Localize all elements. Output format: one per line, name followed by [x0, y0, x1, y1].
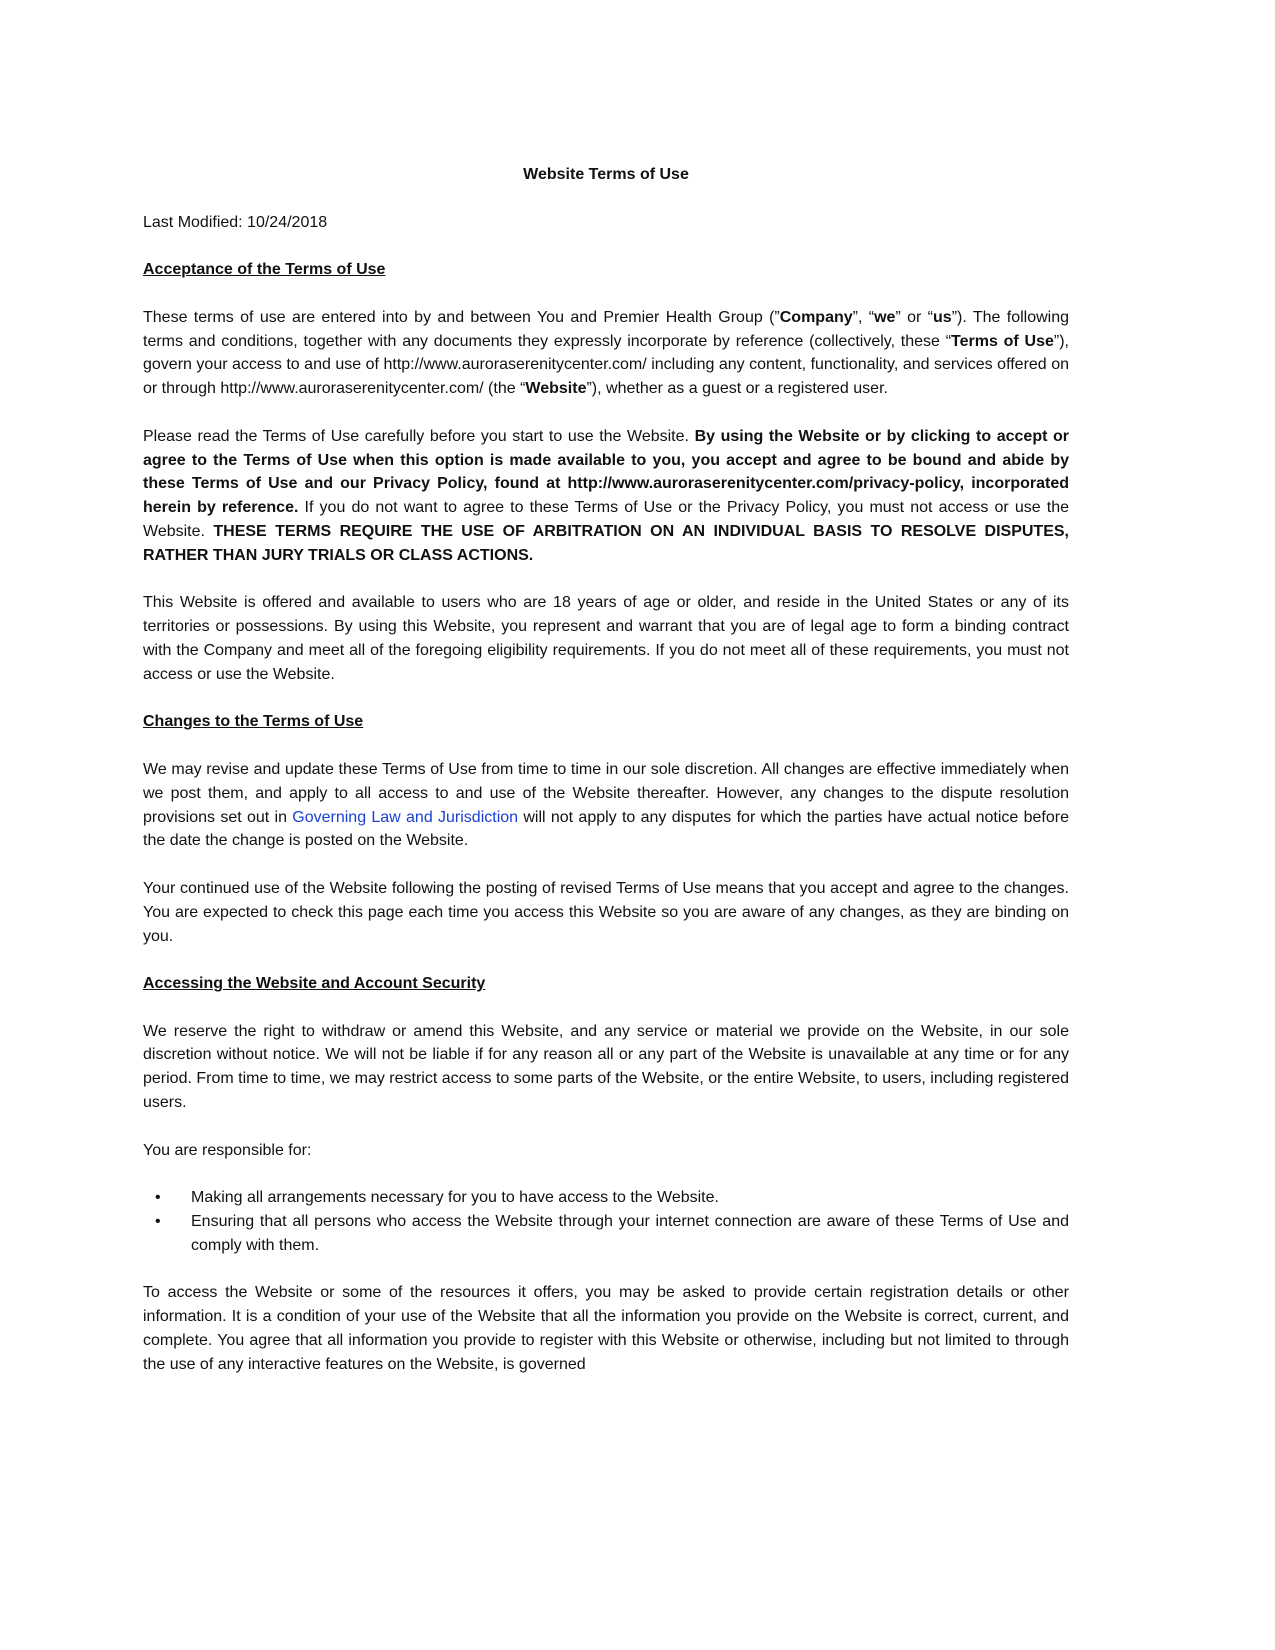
text: We may revise and update these Terms of Use from time to time in our sole discretion. All changes are effective immediately when we post them, and apply to all access to and use of the Website thereafter. However, any changes to the dispute resolution provisions set out in	[143, 760, 1069, 826]
heading-accessing: Accessing the Website and Account Security	[143, 975, 486, 993]
paragraph: This Website is offered and available to users who are 18 years of age or older, and reside in the United States or any of its territories or possessions. By using this Website, you represent and warrant that you are of legal age to form a binding contract with the Company and meet all of the foregoing eligibility requirements. If you do not meet all of these requirements, you must not access or use the Website.	[143, 594, 1069, 683]
bold-text: By using the Website or by clicking to accept or agree to the Terms of Use when this option is made available to you, you accept and agree to be bound and abide by these Terms of Use and our Privacy Policy, found at http://www.auroraserenitycenter.com/privacy-policy, incorporated herein by reference.	[143, 427, 1069, 517]
text: ”), whether as a guest or a registered user.	[586, 380, 888, 398]
governing-law-link[interactable]: Governing Law and Jurisdiction	[292, 808, 519, 826]
list-item: • Ensuring that all persons who access the Website through your internet connection are aware of these Terms of Use and comply with them.	[143, 1210, 1069, 1258]
bullet-list	[143, 1186, 1069, 1257]
heading-changes: Changes to the Terms of Use	[143, 713, 364, 731]
paragraph: We reserve the right to withdraw or amend this Website, and any service or material we provide on the Website, in our sole discretion without notice. We will not be liable if for any reason all or any part of the Website is unavailable at any time or for any period. From time to time, we may restrict access to some parts of the Website, or the entire Website, to users, including registered users.	[143, 1022, 1070, 1112]
text: Please read the Terms of Use carefully before you start to use the Website.	[143, 427, 695, 445]
paragraph: Your continued use of the Website following the posting of revised Terms of Use means that you accept and agree to the changes. You are expected to check this page each time you access this Website so you are aware of any changes, as they are binding on you.	[143, 879, 1069, 945]
text: ”, “	[852, 308, 875, 326]
paragraph	[143, 425, 1069, 568]
text: ”). The following terms and conditions, together with any documents they expressly incorporate by reference (collectively, these “	[143, 308, 1070, 350]
text: These terms of use are entered into by and between You and Premier Health Group (”	[143, 308, 780, 326]
bold-text: Company	[779, 308, 853, 326]
text: will not apply to any disputes for which the parties have actual notice before the date the change is posted on the Website.	[143, 808, 1069, 850]
paragraph	[143, 758, 1069, 853]
bold-text: us	[933, 308, 952, 326]
last-modified: Last Modified: 10/24/2018	[143, 213, 328, 231]
text: ” or “	[895, 308, 934, 326]
text: If you do not want to agree to these Terms of Use or the Privacy Policy, you must not access or use the Website.	[143, 499, 1069, 540]
document-page	[143, 163, 1069, 1400]
bold-text: Terms of Use	[951, 332, 1054, 350]
list-item: • Making all arrangements necessary for you to have access to the Website.	[143, 1186, 1069, 1210]
paragraph: To access the Website or some of the resources it offers, you may be asked to provide certain registration details or other information. It is a condition of your use of the Website that all the information you provide on the Website is correct, current, and complete. You agree that all information you provide to register with this Website or otherwise, including but not limited to through the use of any interactive features on the Website, is governed	[143, 1284, 1069, 1373]
bold-text: we	[874, 308, 896, 326]
bold-text: THESE TERMS REQUIRE THE USE OF ARBITRATION ON AN INDIVIDUAL BASIS TO RESOLVE DISPUTES, RATHER THAN JURY TRIALS OR CLASS ACTIONS.	[143, 522, 1069, 564]
bold-text: Website	[525, 380, 587, 398]
paragraph	[143, 306, 1069, 401]
text: ”), govern your access to and use of http://www.auroraserenitycenter.com/ including any content, functionality, and services offered on or through http://www.auroraserenitycenter.com/ (the “	[143, 332, 1069, 398]
heading-acceptance: Acceptance of the Terms of Use	[143, 261, 386, 279]
paragraph: You are responsible for:	[143, 1141, 312, 1159]
document-title: Website Terms of Use	[523, 166, 689, 183]
